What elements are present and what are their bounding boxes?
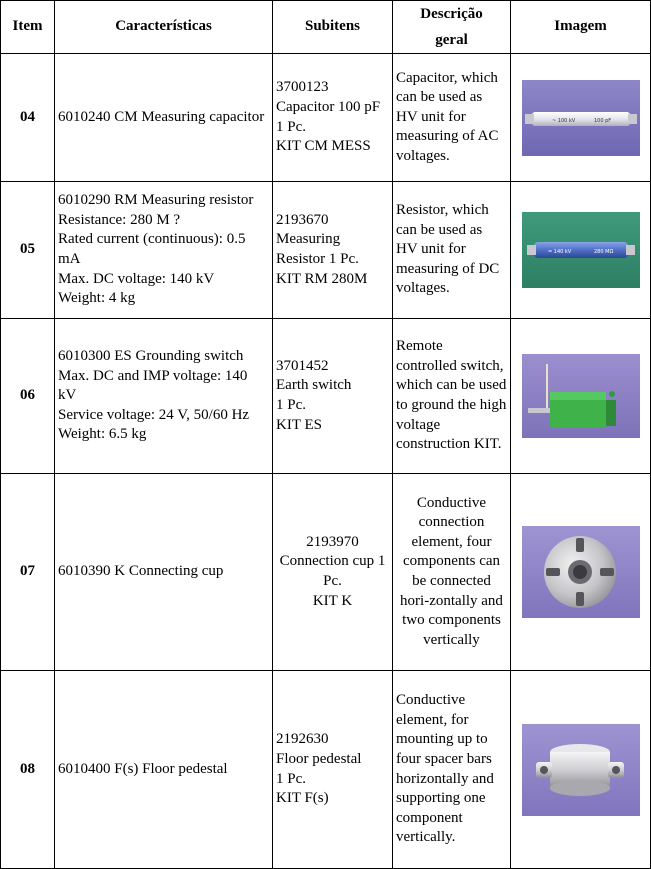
caracteristicas-cell: 6010390 K Connecting cup — [55, 474, 273, 671]
subitens-cell: 2192630 Floor pedestal 1 Pc. KIT F(s) — [273, 671, 393, 869]
capacitor-label-voltage: ~ 100 kV — [551, 117, 575, 124]
image-cell — [511, 54, 651, 182]
table-row — [1, 54, 651, 182]
capacitor-photo — [522, 80, 640, 156]
earth-switch-photo — [522, 354, 640, 438]
image-cell — [511, 319, 651, 474]
descricao-cell: Resistor, which can be used as HV unit for measuring of DC voltages. — [393, 182, 511, 319]
subitens-cell: 2193970 Connection cup 1 Pc. KIT K — [273, 474, 393, 671]
caracteristicas-cell: 6010400 F(s) Floor pedestal — [55, 671, 273, 869]
caracteristicas-cell: 6010290 RM Measuring resistor Resistance: 280 M ? Rated current (continuous): 0.5 mA Max. DC voltage: 140 kV Weight: 4 kg — [55, 182, 273, 319]
subitens-cell: 3701452 Earth switch 1 Pc. KIT ES — [273, 319, 393, 474]
descricao-cell: Conductive element, for mounting up to four spacer bars horizontally and supporting one component vertically. — [393, 671, 511, 869]
table-row — [1, 474, 651, 671]
image-cell — [511, 182, 651, 319]
header-descricao-line2: geral — [435, 32, 468, 48]
header-descricao-line1: Descrição — [420, 6, 483, 22]
capacitor-image-icon — [522, 80, 640, 156]
capacitor-label-capacitance: 100 pF — [593, 117, 611, 124]
connecting-cup-image-icon — [522, 526, 640, 618]
caracteristicas-cell: 6010240 CM Measuring capacitor — [55, 54, 273, 182]
image-cell — [511, 474, 651, 671]
descricao-cell: Remote controlled switch, which can be used to ground the high voltage construction KIT. — [393, 319, 511, 474]
image-cell — [511, 671, 651, 869]
subitens-cell: 2193670 Measuring Resistor 1 Pc. KIT RM 280M — [273, 182, 393, 319]
item-number: 06 — [1, 319, 55, 474]
descricao-cell: Capacitor, which can be used as HV unit for measuring of AC voltages. — [393, 54, 511, 182]
resistor-label-voltage: = 140 kV — [547, 249, 571, 255]
floor-pedestal-photo — [522, 724, 640, 816]
table-row — [1, 182, 651, 319]
floor-pedestal-image-icon — [522, 724, 640, 816]
item-number: 08 — [1, 671, 55, 869]
header-descricao — [393, 1, 511, 54]
table-row — [1, 319, 651, 474]
header-caracteristicas: Características — [55, 1, 273, 54]
header-imagem: Imagem — [511, 1, 651, 54]
resistor-label-resistance: 280 MΩ — [593, 249, 613, 255]
header-subitens: Subitens — [273, 1, 393, 54]
connecting-cup-photo — [522, 526, 640, 618]
header-row — [1, 1, 651, 54]
item-number: 07 — [1, 474, 55, 671]
resistor-image-icon — [522, 212, 640, 288]
descricao-cell: Conductive connection element, four components can be connected hori-zontally and two components vertically — [393, 474, 511, 671]
caracteristicas-cell: 6010300 ES Grounding switch Max. DC and IMP voltage: 140 kV Service voltage: 24 V, 50/60 Hz Weight: 6.5 kg — [55, 319, 273, 474]
subitens-cell: 3700123 Capacitor 100 pF 1 Pc. KIT CM MESS — [273, 54, 393, 182]
earth-switch-image-icon — [522, 354, 640, 438]
header-item: Item — [1, 1, 55, 54]
item-number: 04 — [1, 54, 55, 182]
item-number: 05 — [1, 182, 55, 319]
resistor-photo — [522, 212, 640, 288]
table-row — [1, 671, 651, 869]
